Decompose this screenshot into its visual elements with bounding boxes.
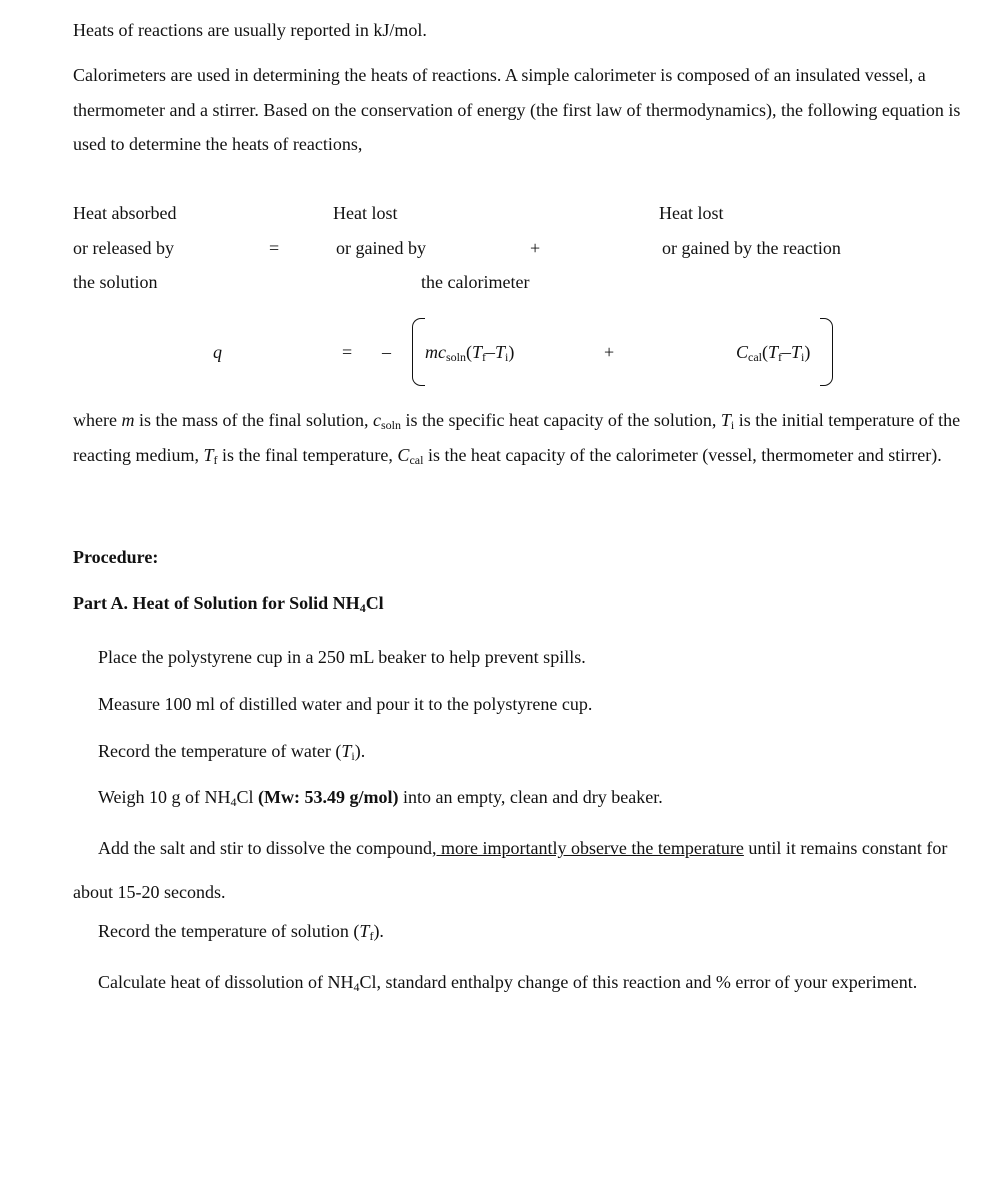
eq-plus: +	[604, 342, 615, 362]
step-weigh-salt: Weigh 10 g of $NH_4Cl$ (Mw: 53.49 g/mol) into an empty, clean and dry beaker.	[98, 787, 663, 809]
step-record-initial-temp: Record the temperature of water $(T_i)$.	[98, 741, 366, 763]
eq-q: q	[213, 342, 222, 362]
step-record-final-temp: Record the temperature of solution $(T_f)$.	[98, 921, 384, 943]
units-sentence: Heats of reactions are usually reported in kJ/mol.	[73, 20, 427, 40]
variable-definitions: where m is the mass of the final solution, $c_{soln}$ is the specific heat capacity of the solution, $T_i$ is the initial temperature of the reacting medium, $T_f$ is the final temperature, $C_{cal}$ is the heat capacity of the calorimeter (vessel, thermometer and stirrer).	[73, 410, 961, 467]
procedure-heading: Procedure:	[73, 547, 159, 567]
word-eq-col2-line2: or gained by	[336, 238, 426, 258]
step-measure-water: Measure 100 ml of distilled water and pour it to the polystyrene cup.	[98, 694, 593, 714]
word-eq-col3-line2: or gained by the reaction	[662, 238, 841, 258]
word-eq-col2-line1: Heat lost	[333, 203, 398, 223]
eq-term-calorimeter: $C_{cal}(T_f-T_i)$	[736, 342, 811, 364]
word-eq-equals: =	[269, 238, 280, 258]
right-bracket	[820, 318, 833, 386]
eq-term-solution: $mc_{soln}(T_f-T_i)$	[425, 342, 515, 364]
word-eq-col1-line3: the solution	[73, 272, 158, 292]
word-eq-col2-line3: the calorimeter	[421, 272, 530, 292]
step-dissolve-salt: Add the salt and stir to dissolve the compound, more importantly observe the temperature until it remains constant for about 15-20 seconds.	[73, 838, 948, 902]
word-eq-col3-line1: Heat lost	[659, 203, 724, 223]
calorimeter-paragraph: Calorimeters are used in determining the heats of reactions. A simple calorimeter is composed of an insulated vessel, a thermometer and a stirrer. Based on the conservation of energy (the first law of thermodynamics), the following equation is used to determine the heats of reactions,	[73, 65, 961, 154]
word-eq-col1-line1: Heat absorbed	[73, 203, 177, 223]
step-place-cup: Place the polystyrene cup in a 250 mL beaker to help prevent spills.	[98, 647, 586, 667]
word-eq-plus: +	[530, 238, 541, 258]
eq-minus: –	[382, 342, 391, 362]
part-a-heading: Part A. Heat of Solution for Solid $NH_4Cl$	[73, 593, 384, 615]
word-eq-col1-line2: or released by	[73, 238, 174, 258]
eq-equals: =	[342, 342, 353, 362]
left-bracket	[412, 318, 425, 386]
step-calculate: Calculate heat of dissolution of $NH_4Cl$, standard enthalpy change of this reaction and % error of your experiment.	[98, 972, 918, 994]
